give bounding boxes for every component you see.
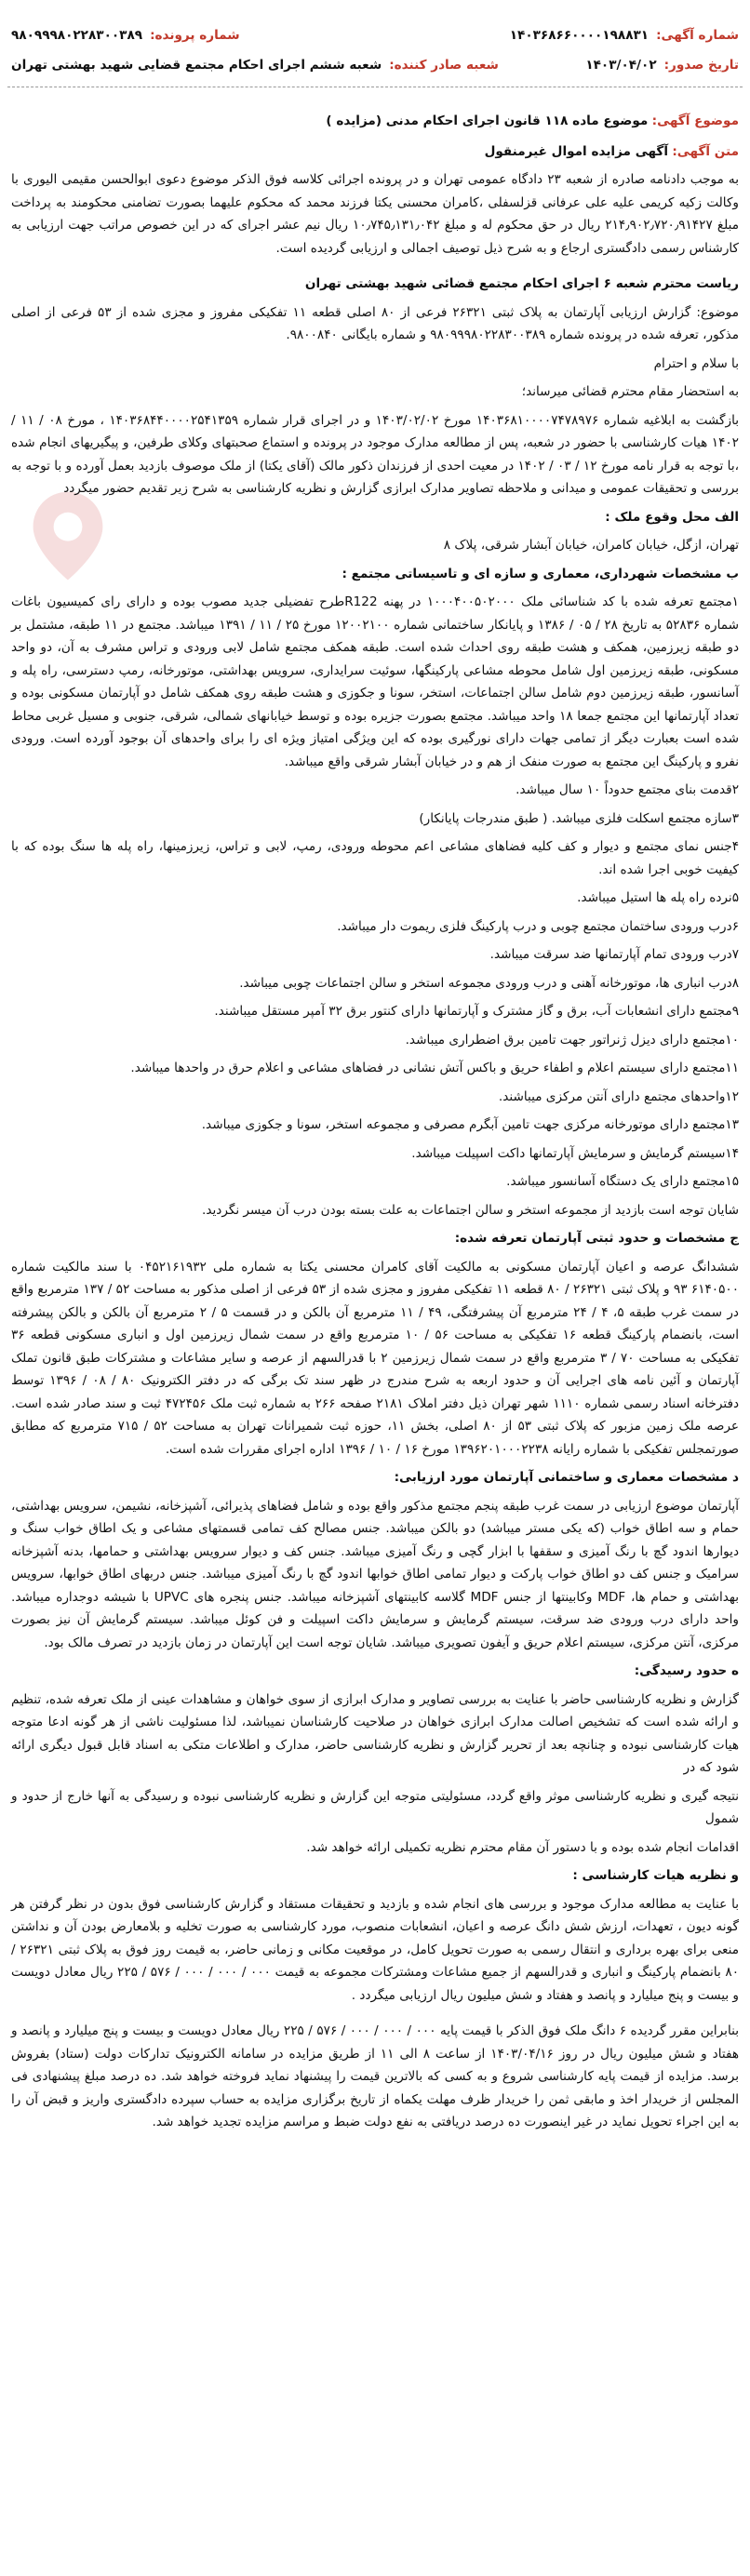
report-subject: موضوع: گزارش ارزیابی آپارتمان به پلاک ثبتی ۲۶۳۲۱ فرعی از ۸۰ اصلی قطعه ۱۱ تفکیکی مفروز و مجزی شده از ۵۳ فرعی از اصلی مذکور، تعرفه شده در پرونده شماره ۹۸۰۹۹۹۸۰۲۲۸۳۰۰۳۸۹ و شماره بایگانی ۹۸۰۰۸۴۰. bbox=[11, 304, 739, 342]
subject-value: موضوع ماده ۱۱۸ قانون اجرای احکام مدنی (مزایده ) bbox=[326, 113, 649, 128]
building-item-6: ۶درب ورودی ساختمان مجتمع چوبی و درب پارکینگ فلزی ریموت دار میباشد. bbox=[337, 918, 739, 934]
building-item-2: ۲قدمت بنای مجتمع حدوداً ۱۰ سال میباشد. bbox=[516, 782, 739, 797]
issue-date bbox=[585, 54, 739, 77]
ad-body bbox=[11, 97, 739, 2140]
scope-paragraph-cont: نتیجه گیری و نظریه کارشناسی موثر واقع گردد، مسئولیتی متوجه این گزارش و نظریه کارشناسی نبوده و رسیدگی به آنها خارج از حدود و شمول bbox=[11, 1788, 739, 1826]
section-opinion-heading: و نظریه هیات کارشناسی : bbox=[572, 1868, 739, 1883]
issue-date-label: تاریخ صدور: bbox=[663, 57, 739, 73]
inspection-note: شایان توجه است بازدید از مجموعه استخر و سالن اجتماعات به علت بسته بودن درب آن میسر نگردید. bbox=[202, 1202, 739, 1218]
case-number bbox=[11, 24, 240, 47]
building-item-3: ۳سازه مجتمع اسکلت فلزی میباشد. ( طبق مندرجات پایانکار) bbox=[419, 810, 739, 826]
greeting: با سلام و احترام bbox=[653, 355, 739, 371]
issuing-branch bbox=[11, 54, 499, 77]
building-item-4: ۴جنس نمای مجتمع و دیوار و کف کلیه فضاهای مشاعی اعم محوطه ورودی، رمپ، لابی و تراس، زیرزمینها، راه پله ها سنگ بوده که با کیفیت خوبی اجرا شده اند. bbox=[11, 839, 739, 877]
section-architecture-heading: د مشخصات معماری و ساختمانی آپارتمان مورد ارزیابی: bbox=[394, 1470, 739, 1485]
building-item-10: ۱۰مجتمع دارای دیزل ژنراتور جهت تامین برق اضطراری میباشد. bbox=[405, 1032, 739, 1048]
building-item-7: ۷درب ورودی تمام آپارتمانها ضد سرقت میباشد. bbox=[489, 947, 739, 962]
inspection-paragraph: بازگشت به ابلاغیه شماره ۱۴۰۳۶۸۱۰۰۰۰۷۴۷۸۹۷۶ مورخ ۱۴۰۳/۰۲/۰۲ و در اجرای قرار شماره ۱۴۰۳۶۸۴۴۰۰۰۰۲۵۴۱۳۵۹ ، مورخ ۰۸ / ۱۱ / ۱۴۰۲ هیات کارشناسی با حضور در شعبه، پس از مطالعه مدارک موجود در پرونده و استماع صحبتهای وکلای طرفین، و پیگیریهای انجام شده ،با توجه به قرار نامه مورخ ۱۲ / ۰۳ / ۱۴۰۲ در معیت احدی از فرزندان ذکور مالک (آقای یکتا) از ملک موصوف بازدید بعمل آورده و با توجه به بررسی و تحقیقات عمومی و میدانی و ملاحظه تصاویر مدارک ابرازی گزارش و نظریه کارشناسی به شرح زیر تقدیم حضور میگردد bbox=[11, 412, 740, 496]
issuing-branch-value: شعبه ششم اجرای احکام مجتمع قضایی شهید بهشتی تهران bbox=[11, 57, 382, 73]
building-item-8: ۸درب انباری ها، موتورخانه آهنی و درب ورودی مجموعه استخر و سالن اجتماعات چوبی میباشد. bbox=[239, 975, 739, 991]
intro-line: به استحضار مقام محترم قضائی میرساند؛ bbox=[521, 384, 739, 399]
section-building-heading: ب مشخصات شهرداری، معماری و سازه ای و تاسیساتی مجتمع : bbox=[342, 566, 739, 581]
valuation-paragraph: با عنایت به مطالعه مدارک موجود و بررسی های انجام شده و بازدید و تحقیقات مستقاد و گزارش کارشناسی فوق بدون در نظر گرفتن هر گونه دیون ، تعهدات، ارزش شش دانگ عرصه و اعیان، انشعابات منصوب، مورد کارشناسی به صورت تخلیه و بلامعارض بودن آن و نداشتن منعی برای بهره برداری و انتقال رسمی به صورت تحویل کامل، در موقعیت مکانی و زمانی حاضر، به قیمت روز فوق به پلاک ثبتی ۲۶۳۲۱ / ۸۰ بانضمام پارکینگ و انباری و قدرالسهم از جمیع مشاعات ومشترکات مجموعه به قیمت ۰۰۰ / ۰۰۰ / ۰۰۰ / ۵۷۶ / ۲۲۵ ریال معادل دویست و بیست و پنج میلیارد و پانصد و هفتاد و شش میلیون ریال ارزیابی میگردد . bbox=[11, 1896, 740, 2003]
verdict-paragraph: به موجب دادنامه صادره از شعبه ۲۳ دادگاه عمومی تهران و در پرونده اجرائی کلاسه فوق الذکر موضوع دعوی ابوالحسن مقیمی الیوری با وکالت زکیه کریمی علیه علی عرفانی قزلسفلی ،کامران محسنی یکتا فرزند محمد که محکوم علیهما بصورت تضامنی محکومند به پرداخت مبلغ ۲۱۴٫۹۰۲٫۷۲۰٫۹۱۴۲۷ ریال در حق محکوم له و مبلغ ۱۰٫۷۴۵٫۱۳۱٫۰۴۲ ریال نیم عشر اجرای که در این خصوص مراتب جهت ارزیابی به کارشناس رسمی دادگستری ارجاع و به شرح ذیل توصیف اجمالی و ارزیابی گردیده است. bbox=[11, 172, 739, 256]
ad-number-label: شماره آگهی: bbox=[656, 27, 739, 43]
header bbox=[11, 20, 739, 80]
case-number-label: شماره پرونده: bbox=[150, 27, 240, 43]
property-address: تهران، ازگل، خیابان کامران، خیابان آبشار شرقی، پلاک ۸ bbox=[443, 538, 739, 553]
ad-title-line bbox=[11, 140, 739, 164]
building-item-9: ۹مجتمع دارای انشعابات آب، برق و گاز مشترک و آپارتمانها دارای کنتور برق ۳۲ آمپر مستقل میباشند. bbox=[214, 1004, 739, 1019]
section-location-heading: الف محل وقوع ملک : bbox=[605, 509, 739, 525]
auction-terms-paragraph: بنابراین مقرر گردیده ۶ دانگ ملک فوق الذکر با قیمت پایه ۰۰۰ / ۰۰۰ / ۰۰۰ / ۵۷۶ / ۲۲۵ ریال معادل دویست و بیست و پنج میلیارد و پانصد و هفتاد و شش میلیون ریال در روز ۱۴۰۳/۰۴/۱۶ از ساعت ۸ الی ۱۱ از طریق مزایده در سامانه الکترونیک تدارکات دولت (ستاد) بفروش برسد. مزایده از قیمت پایه کارشناسی شروع و به کسی که بالاترین قیمت را پیشنهاد نماید فروخته خواهد شد. ده درصد مبلغ پیشنهادی فی المجلس از خریدار اخذ و مابقی ثمن را خریدار ظرف مهلت یکماه از تاریخ برگزاری مزایده به حساب سپرده دادگستری واریز و قبض آن را به این اجراء تحویل نماید در غیر اینصورت ده درصد دریافتی به نفع دولت ضبط و مراسم مزایده تجدید خواهد شد. bbox=[11, 2023, 740, 2129]
building-item-5: ۵نرده راه پله ها استیل میباشد. bbox=[577, 890, 739, 905]
section-scope-heading: ه حدود رسیدگی: bbox=[634, 1663, 739, 1678]
case-number-value: ۹۸۰۹۹۹۸۰۲۲۸۳۰۰۳۸۹ bbox=[11, 27, 143, 43]
addressee: ریاست محترم شعبه ۶ اجرای احکام مجتمع قضائی شهید بهشتی تهران bbox=[304, 276, 739, 291]
building-item-11: ۱۱مجتمع دارای سیستم اعلام و اطفاء حریق و باکس آتش نشانی در فضاهای مشاعی و اعلام حرق در واحدها میباشد. bbox=[130, 1061, 739, 1075]
building-item-12: ۱۲واحدهای مجتمع دارای آنتن مرکزی میباشند. bbox=[498, 1088, 739, 1104]
scope-paragraph: گزارش و نظریه کارشناسی حاضر با عنایت به بررسی تصاویر و مدارک ابرازی از سوی خواهان و مشاهدات عینی از ملک تعرفه شده، تنظیم و ارائه شده است که تشخیص اصالت مدارک ابرازی خواهان در صلاحیت کارشناسان نمیباشد، لذا مسئولیت ناشی از هر گونه ادعا متوجه هیات کارشناسی نبوده و چنانچه بعد از تحریر گزارش و نظریه کارشناسی حاضر، مدارک و اطلاعات متکی به اسناد قابل قبول دیگری ارائه شود که در bbox=[11, 1691, 739, 1775]
building-item-1: ۱مجتمع تعرفه شده با کد شناسائی ملک ۱۰۰۰۴۰۰۵۰۲۰۰۰ در پهنه R122طرح تفضیلی جدید مصوب بوده و دارای رای کمیسیون باغات شماره ۵۲۸۳۶ به تاریخ ۲۸ / ۰۵ / ۱۳۸۶ و پایانکار ساختمانی شماره ۱۲۰۰۲۱۰۰ مورخ ۲۵ / ۱۱ / ۱۳۹۱ میباشد. مجتمع در ۱۱ طبقه، مشتمل بر دو طبقه زیرزمین، همکف و هشت طبقه روی احداث شده است. طبقه همکف مجتمع شامل لابی ورودی و تراس مشرف به آن، دو واحد مسکونی، طبقه زیرزمین اول شامل محوطه مشاعی پارکینگها، سوئیت سرایداری، سرویس بهداشتی، موتورخانه، رمپ دسترسی، راه پله و آسانسور، طبقه زیرزمین دوم شامل سالن اجتماعات، استخر، سونا و جکوزی و هشت طبقه روی همکف شامل دو آپارتمان مسکونی بوده و تعداد آپارتمانها این مجتمع جمعا ۱۸ واحد میباشد. مجتمع بصورت جزیره بوده و توسط خیابانهای شمالی، شرقی، جنوبی و مسیل غربی محاط شده است بعبارت دیگر از تمامی جهات دارای نورگیری بوده که این ویژگی امتیاز ویژه ای را برای واحدهای آن بوجود آورده است. ورودی نفرو و پارکینگ این مجتمع به صورت منفک از هم و در خیابان آبشار شرقی واقع میباشد. bbox=[11, 594, 739, 769]
ad-text-label: متن آگهی: bbox=[672, 143, 739, 159]
section-registry-heading: ج مشخصات و حدود ثبتی آپارتمان تعرفه شده: bbox=[454, 1231, 739, 1246]
issue-date-value: ۱۴۰۳/۰۴/۰۲ bbox=[585, 57, 657, 73]
building-item-15: ۱۵مجتمع دارای یک دستگاه آسانسور میباشد. bbox=[506, 1174, 739, 1189]
subject-line bbox=[11, 110, 739, 133]
ad-title: آگهی مزایده اموال غیرمنقول bbox=[484, 143, 668, 159]
building-item-13: ۱۳مجتمع دارای موتورخانه مرکزی جهت تامین آبگرم مصرفی و مجموعه استخر، سونا و جکوزی میباشد. bbox=[201, 1117, 739, 1132]
scope-paragraph-end: اقدامات انجام شده بوده و با دستور آن مقام محترم نظریه تکمیلی ارائه خواهد شد. bbox=[306, 1839, 739, 1855]
architecture-paragraph: آپارتمان موضوع ارزیابی در سمت غرب طبقه پنجم مجتمع مذکور واقع بوده و شامل فضاهای پذیرائی، آشپزخانه، نشیمن، سرویس بهداشتی، حمام و سه اطاق خواب (که یکی مستر میباشد) دو بالکن میباشد. جنس مصالح کف تمامی قسمتهای مشاعی و یک اطاق خواب سنگ و دیوارها اندود گچ با رنگ آمیزی و سقفها با ابزار گچی و رنگ آمیزی میباشد. جنس کف و دیوار سرویس بهداشتی و حمامها، بدنه آشپزخانه سرامیک و جنس کف دو اطاق خواب پارکت و دیوار تمامی اطاق خوابها اندود گچ با رنگ آمیزی میباشد. جنس دربهای اطاق خوابها، سرویس بهداشتی و حمام ها، MDF وکابینتها از جنس MDF گلاسه کابینتهای آشپزخانه میباشد. جنس پنجره های UPVC با شیشه دوجداره میباشد. واحد دارای درب ورودی ضد سرقت، سیستم گرمایش و سرمایش داکت اسپیلت و فن کوئل میباشد. سیستم گرمایش آن نیز بصورت مرکزی، آنتن مرکزی، سیستم اعلام حریق و آیفون تصویری میباشد. شایان توجه است این آپارتمان در زمان بازدید در تصرف مالک بود. bbox=[11, 1498, 739, 1650]
building-item-14: ۱۴سیستم گرمایش و سرمایش آپارتمانها داکت اسپیلت میباشد. bbox=[411, 1145, 739, 1161]
registry-paragraph: ششدانگ عرصه و اعیان آپارتمان مسکونی به مالکیت آقای کامران محسنی یکتا به شماره ملی ۰۴۵۲۱۶۱۹۳۲ با سند مالکیت شماره ۶۱۴۰۵۰۰ ۹۳ و پلاک ثبتی ۲۶۳۲۱ / ۸۰ قطعه ۱۱ تفکیکی مفروز و مجزی شده از ۵۳ فرعی از اصلی مذکور به مساحت ۵۲ / ۱۳۷ مترمربع واقع در سمت غرب طبقه ۵، ۴ / ۲۴ مترمربع آن پیشرفتگی، ۴۹ / ۱۱ مترمربع آن بالکن و در قسمت ۵ / ۲ مترمربع آن بالکن و بالکن پیشرفته است، بانضمام پارکینگ قطعه ۱۶ تفکیکی به مساحت ۵۶ / ۱۰ مترمربع واقع در سمت شمال زیرزمین اول و انباری مسکونی قطعه ۳۶ تفکیکی به مساحت ۷۰ / ۳ مترمربع واقع در سمت شمال زیرزمین ۲ با قدرالسهم از عرصه و سایر مشاعات و مشترکات طبق قانون تملک آپارتمان و آئین نامه های اجرایی آن و حدود اربعه به شرح مندرج در ظهر سند تک برگی که در دفتر الکترونیک ۸۰ / ۰۸ / ۱۳۹۶ توسط دفترخانه اسناد رسمی شماره ۱۱۱۰ شهر تهران ذیل دفتر املاک ۲۱۸۱ صفحه ۲۶۶ به شماره ثبت ملک ۴۷۲۴۵۶ ثبت و سند صادر شده است. عرصه ملک زمین مزبور که پلاک ثبتی ۵۳ از ۸۰ اصلی، بخش ۱۱، حوزه ثبت شمیرانات تهران به مساحت ۵۲ / ۷۱۵ مترمربع که مطابق صورتمجلس تفکیکی با شماره رایانه ۱۳۹۶۲۰۱۰۰۰۲۲۳۸ مورخ ۱۶ / ۱۰ / ۱۳۹۶ اداره اجرای مقررات شده است. bbox=[11, 1259, 740, 1457]
subject-label: موضوع آگهی: bbox=[651, 113, 739, 128]
issuing-branch-label: شعبه صادر کننده: bbox=[389, 57, 499, 73]
ad-number bbox=[510, 24, 739, 47]
ad-number-value: ۱۴۰۳۶۸۶۶۰۰۰۰۱۹۸۸۳۱ bbox=[509, 27, 650, 43]
